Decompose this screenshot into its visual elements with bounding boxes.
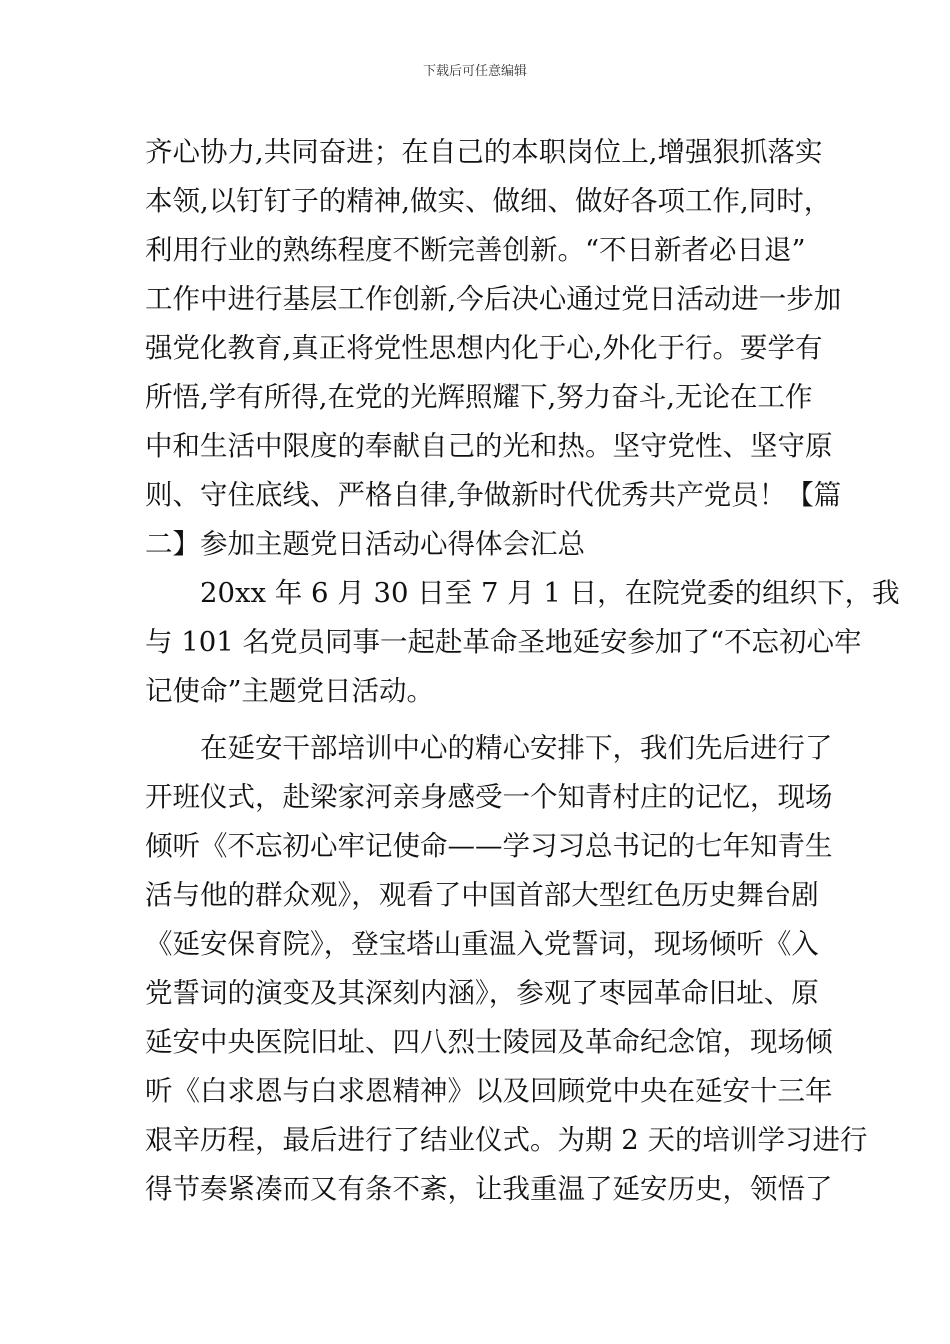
paragraph-1 [145, 128, 842, 569]
text-line: 强党化教育,真正将党性思想内化于心,外化于行。要学有 [145, 332, 823, 364]
text-line: 延安中央医院旧址、四八烈士陵园及革命纪念馆，现场倾 [145, 1026, 833, 1058]
text-line: 中和生活中限度的奉献自己的光和热。坚守党性、坚守原 [145, 430, 833, 462]
text-line: 得节奏紧凑而又有条不紊，让我重温了延安历史，领悟了 [145, 1173, 833, 1205]
paragraph-3 [145, 724, 868, 1214]
text-line: 倾听《不忘初心牢记使命——学习习总书记的七年知青生 [145, 830, 833, 862]
text-line: 艰辛历程，最后进行了结业仪式。为期 2 天的培训学习进行 [145, 1124, 868, 1156]
text-line: 党誓词的演变及其深刻内涵》，参观了枣园革命旧址、原 [145, 977, 819, 1009]
document-body [145, 128, 900, 1214]
text-line: 本领,以钉钉子的精神,做实、做细、做好各项工作,同时， [145, 185, 832, 217]
text-line: 工作中进行基层工作创新,今后决心通过党日活动进一步加 [145, 283, 842, 315]
text-line: 利用行业的熟练程度不断完善创新。“不日新者必日退” [145, 234, 806, 266]
text-line: 活与他的群众观》，观看了中国首部大型红色历史舞台剧 [145, 879, 819, 911]
text-line: 与 101 名党员同事一起赴革命圣地延安参加了“不忘初心牢 [145, 626, 862, 658]
text-line: 在延安干部培训中心的精心安排下，我们先后进行了 [145, 732, 833, 764]
text-line: 所悟,学有所得,在党的光辉照耀下,努力奋斗,无论在工作 [145, 381, 813, 413]
text-line: 开班仪式，赴梁家河亲身感受一个知青村庄的记忆，现场 [145, 781, 833, 813]
text-line: 《延安保育院》，登宝塔山重温入党誓词，现场倾听《入 [145, 928, 819, 960]
text-line: 20xx 年 6 月 30 日至 7 月 1 日，在院党委的组织下，我 [145, 577, 900, 609]
paragraph-gap [145, 716, 810, 724]
page-header: 下载后可任意编辑 [422, 64, 527, 79]
text-line: 记使命”主题党日活动。 [145, 675, 435, 707]
text-line: 二】参加主题党日活动心得体会汇总 [145, 528, 585, 560]
text-line: 齐心协力,共同奋进；在自己的本职岗位上,增强狠抓落实 [145, 136, 823, 168]
text-line: 听《白求恩与白求恩精神》以及回顾党中央在延安十三年 [145, 1075, 833, 1107]
paragraph-2 [145, 569, 900, 716]
text-line: 则、守住底线、严格自律,争做新时代优秀共产党员！【篇 [145, 479, 842, 511]
